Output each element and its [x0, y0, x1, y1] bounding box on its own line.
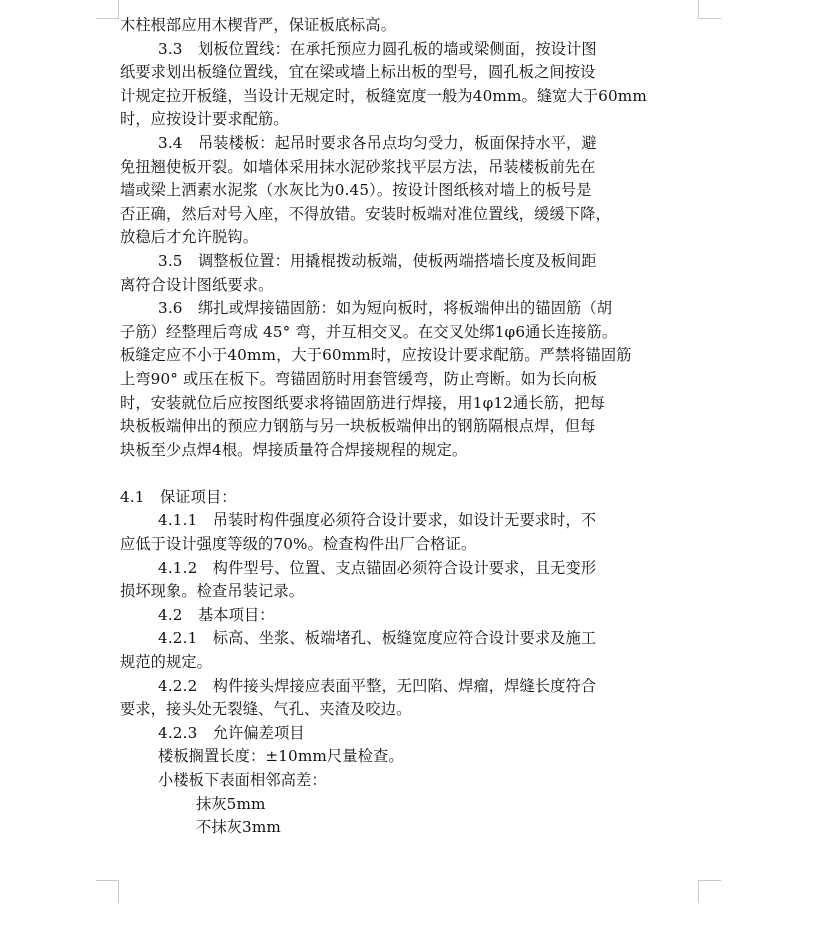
section-4-1-heading: 4.1 保证项目：	[120, 487, 237, 506]
section-3-6-heading-line: 3.6 绑扎或焊接锚固筋：如为短向板时，将板端伸出的锚固筋（胡	[158, 299, 613, 318]
text-line: 木柱根部应用木楔背严，保证板底标高。	[120, 16, 397, 34]
text-line: 板缝定应不小于40mm，大于60mm时，应按设计要求配筋。严禁将锚固筋	[120, 346, 632, 365]
item-4-1-1-line: 4.1.1 吊装时构件强度必须符合设计要求，如设计无要求时，不	[158, 511, 597, 530]
section-3-3-heading-line: 3.3 划板位置线：在承托预应力圆孔板的墙或梁侧面，按设计图	[158, 39, 597, 58]
text-line: 块板板端伸出的预应力钢筋与另一块板板端伸出的钢筋隔根点焊，但每	[120, 417, 596, 436]
text-line: 免扭翘使板开裂。如墙体采用抹水泥砂浆找平层方法，吊装楼板前先在	[120, 157, 596, 176]
page-corner-mark-bottom-right	[698, 880, 721, 903]
text-line: 时，安装就位后应按图纸要求将锚固筋进行焊接，用1φ12通长筋，把每	[120, 393, 606, 412]
item-4-2-1-line: 4.2.1 标高、坐浆、板端堵孔、板缝宽度应符合设计要求及施工	[158, 629, 597, 648]
text-line: 损坏现象。检查吊装记录。	[120, 582, 305, 601]
tolerance-adjacent-height-diff: 小楼板下表面相邻高差：	[158, 771, 327, 789]
section-3-5-heading-line: 3.5 调整板位置：用撬棍拨动板端，使板两端搭墙长度及板间距	[158, 251, 597, 270]
document-body	[120, 14, 696, 840]
tolerance-unplastered: 不抹灰3mm	[196, 818, 281, 837]
text-line: 离符合设计图纸要求。	[120, 275, 274, 294]
section-3-4-heading-line: 3.4 吊装楼板：起吊时要求各吊点均匀受力，板面保持水平，避	[158, 133, 597, 152]
text-line: 时，应按设计要求配筋。	[120, 110, 289, 129]
text-line: 子筋）经整理后弯成 45° 弯，并互相交叉。在交叉处绑1φ6通长连接筋。	[120, 322, 618, 341]
section-4-2-heading: 4.2 基本项目：	[158, 605, 275, 624]
text-line: 块板至少点焊4根。焊接质量符合焊接规程的规定。	[120, 440, 468, 459]
item-4-2-2-line: 4.2.2 构件接头焊接应表面平整，无凹陷、焊瘤，焊缝长度符合	[158, 676, 597, 695]
text-line: 放稳后才允许脱钩。	[120, 228, 259, 247]
text-line: 应低于设计强度等级的70%。检查构件出厂合格证。	[120, 535, 477, 554]
text-line: 规范的规定。	[120, 653, 213, 672]
item-4-1-2-line: 4.1.2 构件型号、位置、支点锚固必须符合设计要求，且无变形	[158, 558, 597, 577]
page-corner-mark-bottom-left	[96, 880, 119, 903]
text-line: 上弯90° 或压在板下。弯锚固筋时用套管缓弯，防止弯断。如为长向板	[120, 369, 598, 388]
blank-line	[120, 462, 696, 486]
text-line: 纸要求划出板缝位置线，宜在梁或墙上标出板的型号，圆孔板之间按设	[120, 63, 596, 82]
text-line: 墙或梁上洒素水泥浆（水灰比为0.45）。按设计图纸核对墙上的板号是	[120, 181, 592, 200]
item-4-2-3-heading: 4.2.3 允许偏差项目	[158, 723, 305, 742]
tolerance-slab-bearing-length: 楼板搁置长度：±10mm尺量检查。	[158, 747, 404, 766]
text-line: 否正确，然后对号入座，不得放错。安装时板端对准位置线，缓缓下降，	[120, 204, 611, 223]
text-line: 计规定拉开板缝，当设计无规定时，板缝宽度一般为40mm。缝宽大于60mm	[120, 86, 647, 105]
page-corner-mark-top-left	[96, 0, 119, 19]
page-corner-mark-top-right	[698, 0, 721, 19]
tolerance-plastered: 抹灰5mm	[196, 794, 266, 813]
text-line: 要求，接头处无裂缝、气孔、夹渣及咬边。	[120, 700, 412, 719]
